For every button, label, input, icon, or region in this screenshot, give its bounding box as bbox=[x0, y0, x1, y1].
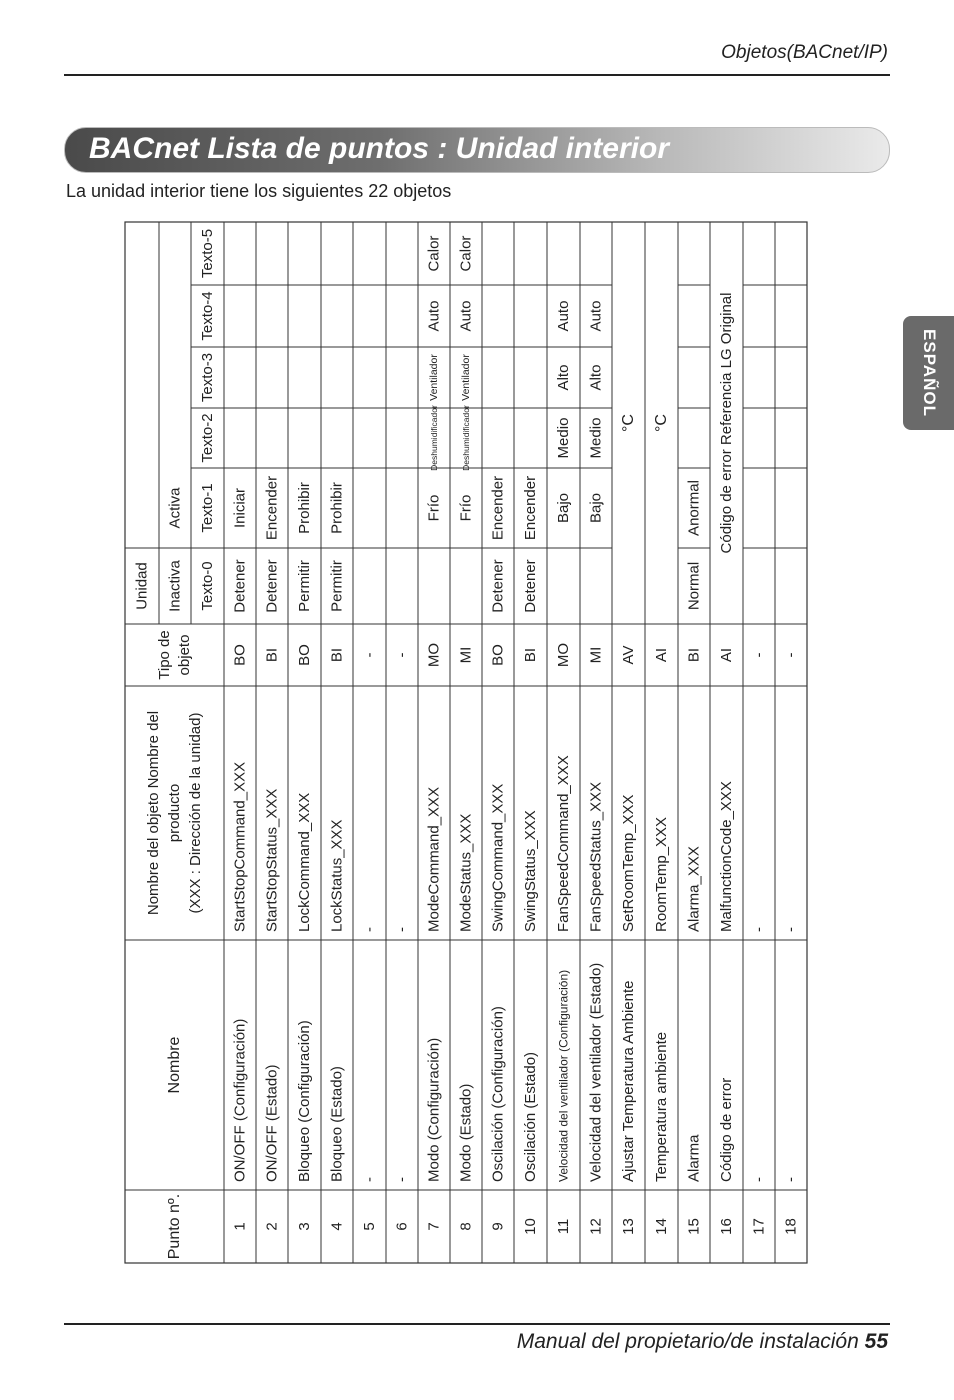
object-type: BI bbox=[328, 647, 346, 663]
state-text-cell: Auto bbox=[425, 300, 443, 332]
object-type: AI bbox=[718, 647, 735, 663]
state-text-cell: Permitir bbox=[296, 560, 313, 612]
page-title: BACnet Lista de puntos : Unidad interior bbox=[89, 132, 670, 165]
object-name: SwingCommand_XXX bbox=[489, 783, 507, 932]
point-number: 14 bbox=[653, 1218, 670, 1235]
point-number: 7 bbox=[425, 1222, 443, 1231]
state-text-cell: Detener bbox=[522, 559, 539, 613]
state-text-cell: Calor bbox=[457, 235, 475, 272]
header-point-no: Punto nº. bbox=[166, 1193, 183, 1260]
header-text-column: Texto-5 bbox=[199, 228, 216, 279]
object-type: MO bbox=[425, 642, 443, 668]
point-number: 6 bbox=[393, 1222, 411, 1231]
object-name: StartStopCommand_XXX bbox=[231, 761, 249, 932]
object-type: - bbox=[393, 652, 411, 658]
state-text-cell: Calor bbox=[425, 235, 443, 272]
object-name: - bbox=[393, 927, 411, 932]
point-number: 9 bbox=[489, 1222, 507, 1231]
point-number: 8 bbox=[457, 1222, 475, 1231]
footer bbox=[517, 1330, 888, 1354]
point-number: 11 bbox=[555, 1218, 572, 1235]
header-name: Nombre bbox=[166, 1036, 183, 1094]
object-type: BI bbox=[263, 647, 281, 663]
state-text-cell: Frío bbox=[457, 494, 475, 522]
header-text-column: Texto-0 bbox=[199, 561, 216, 611]
point-name: Ajustar Temperatura Ambiente bbox=[620, 980, 637, 1182]
point-number: 18 bbox=[782, 1218, 800, 1235]
state-text-cell: Anormal bbox=[685, 480, 703, 536]
object-type: - bbox=[750, 652, 768, 658]
state-text-cell: Auto bbox=[587, 300, 605, 332]
object-type: BO bbox=[296, 644, 313, 666]
point-name: Temperatura ambiente bbox=[653, 1031, 670, 1182]
point-name: Alarma bbox=[685, 1134, 703, 1182]
state-text-cell: Auto bbox=[457, 300, 475, 332]
object-name: MalfunctionCode_XXX bbox=[718, 781, 735, 932]
unit-cell: Código de error Referencia LG Original bbox=[718, 292, 735, 554]
state-text-cell: Medio bbox=[587, 417, 605, 459]
state-text-cell: Alto bbox=[587, 364, 605, 391]
state-text-cell: Normal bbox=[685, 561, 703, 611]
object-type: MO bbox=[555, 642, 572, 668]
header-object-type: objeto bbox=[176, 634, 193, 676]
header-object-type: Tipo de bbox=[156, 630, 173, 680]
state-text-cell: Encender bbox=[489, 475, 507, 541]
object-type: BI bbox=[522, 647, 539, 663]
object-name: - bbox=[361, 927, 378, 932]
object-name: LockCommand_XXX bbox=[296, 792, 313, 932]
object-type: BI bbox=[685, 647, 703, 663]
object-name: SetRoomTemp_XXX bbox=[620, 794, 637, 932]
object-type: AV bbox=[620, 645, 637, 665]
point-name: Modo (Estado) bbox=[457, 1083, 475, 1182]
unit-cell: °C bbox=[620, 414, 637, 432]
state-text-cell: Deshumidificador bbox=[429, 405, 439, 471]
object-type: MI bbox=[587, 646, 605, 664]
header-object-name: producto bbox=[166, 783, 183, 843]
object-type: BO bbox=[231, 644, 249, 666]
object-type: - bbox=[361, 652, 378, 658]
state-text-cell: Prohibir bbox=[296, 482, 313, 534]
point-name: ON/OFF (Estado) bbox=[263, 1064, 281, 1182]
object-name: SwingStatus_XXX bbox=[522, 810, 539, 932]
point-number: 3 bbox=[296, 1222, 313, 1231]
object-name: StartStopStatus_XXX bbox=[263, 788, 281, 932]
point-number: 4 bbox=[328, 1222, 346, 1231]
state-text-cell: Auto bbox=[555, 300, 572, 332]
point-name: Oscilación (Configuración) bbox=[489, 1006, 507, 1182]
state-text-cell: Detener bbox=[231, 559, 249, 613]
page-number: 55 bbox=[864, 1330, 888, 1353]
point-name: - bbox=[782, 1177, 800, 1182]
object-name: ModeCommand_XXX bbox=[425, 786, 443, 932]
footer-rule bbox=[64, 1323, 890, 1325]
state-text-cell: Deshumidificador bbox=[461, 405, 471, 471]
point-name: ON/OFF (Configuración) bbox=[231, 1018, 249, 1182]
point-number: 15 bbox=[685, 1218, 703, 1235]
object-name: FanSpeedStatus_XXX bbox=[587, 781, 605, 932]
state-text-cell: Detener bbox=[263, 559, 281, 613]
state-text-cell: Alto bbox=[555, 364, 572, 391]
point-name: - bbox=[361, 1177, 378, 1182]
object-name: - bbox=[782, 927, 800, 932]
point-name: - bbox=[393, 1177, 411, 1182]
object-name: RoomTemp_XXX bbox=[653, 816, 670, 932]
header-section-title: Objetos(BACnet/IP) bbox=[721, 42, 888, 63]
state-text-cell: Permitir bbox=[328, 560, 346, 612]
state-text-cell: Encender bbox=[522, 475, 539, 541]
state-text-cell: Ventilador bbox=[428, 354, 440, 401]
point-number: 2 bbox=[263, 1222, 281, 1231]
point-name: Velocidad del ventilador (Estado) bbox=[587, 962, 605, 1182]
point-number: 5 bbox=[361, 1222, 378, 1231]
object-name: FanSpeedCommand_XXX bbox=[555, 755, 572, 932]
object-name: - bbox=[750, 927, 768, 932]
point-name: Oscilación (Estado) bbox=[522, 1051, 539, 1182]
footer-text: Manual del propietario/de instalación bbox=[516, 1330, 859, 1353]
point-number: 16 bbox=[718, 1218, 735, 1235]
intro-text: La unidad interior tiene los siguientes 22 objetos bbox=[66, 181, 452, 201]
state-text-cell: Ventilador bbox=[460, 354, 472, 401]
object-type: BO bbox=[489, 644, 507, 666]
point-number: 12 bbox=[587, 1218, 605, 1235]
object-name: LockStatus_XXX bbox=[328, 819, 346, 932]
header-active: Activa bbox=[166, 487, 184, 529]
language-tab-label: ESPAÑOL bbox=[919, 329, 939, 417]
point-name: Bloqueo (Estado) bbox=[328, 1066, 346, 1182]
state-text-cell: Bajo bbox=[587, 492, 605, 524]
header-unit: Unidad bbox=[133, 562, 151, 610]
object-type: AI bbox=[653, 647, 670, 663]
header-object-name: Nombre del objeto Nombre del bbox=[145, 710, 162, 916]
unit-cell: °C bbox=[653, 414, 670, 432]
state-text-cell: Frío bbox=[425, 494, 443, 522]
object-type: MI bbox=[457, 646, 475, 664]
state-text-cell: Detener bbox=[489, 559, 507, 613]
point-number: 17 bbox=[750, 1218, 768, 1235]
object-name: Alarma_XXX bbox=[685, 846, 703, 932]
state-text-cell: Prohibir bbox=[328, 482, 346, 534]
object-name: ModeStatus_XXX bbox=[457, 813, 475, 932]
header-text-column: Texto-3 bbox=[199, 352, 216, 403]
header-text-column: Texto-2 bbox=[199, 413, 216, 463]
point-name: Velocidad del ventilador (Configuración) bbox=[556, 969, 571, 1182]
point-name: Bloqueo (Configuración) bbox=[296, 1020, 313, 1182]
point-name: Modo (Configuración) bbox=[425, 1037, 443, 1182]
state-text-cell: Medio bbox=[555, 417, 572, 459]
header-object-name: (XXX : Dirección de la unidad) bbox=[187, 712, 204, 914]
header-inactive: Inactiva bbox=[166, 560, 184, 612]
header-text-column: Texto-4 bbox=[199, 291, 216, 341]
state-text-cell: Iniciar bbox=[231, 487, 249, 529]
point-name: Código de error bbox=[718, 1077, 735, 1182]
point-name: - bbox=[750, 1177, 768, 1182]
point-number: 13 bbox=[620, 1218, 637, 1235]
point-number: 10 bbox=[522, 1218, 539, 1235]
object-type: - bbox=[782, 652, 800, 658]
point-number: 1 bbox=[231, 1222, 249, 1231]
header-text-column: Texto-1 bbox=[199, 483, 216, 533]
state-text-cell: Bajo bbox=[555, 492, 572, 524]
state-text-cell: Encender bbox=[263, 475, 281, 541]
